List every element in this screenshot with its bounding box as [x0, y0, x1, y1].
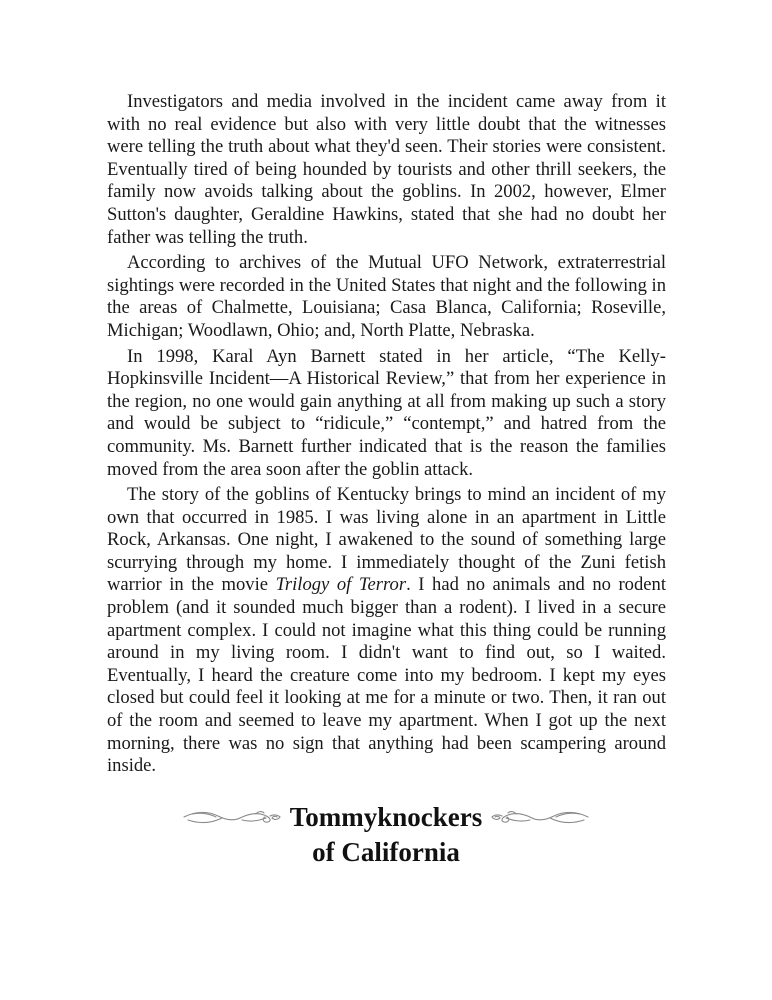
- scroll-flourish-left-icon: [182, 806, 282, 828]
- body-text: [107, 91, 666, 781]
- paragraph-barnett: In 1998, Karal Ayn Barnett stated in her article, “The Kelly-Hopkinsville Incident—A Historical Review,” that from her experience in the region, no one would gain anything at all from making up such a story and would be subject to “ridicule,” “contempt,” and hatred from the community. Ms. Barnett further indicated that is the reason the families moved from the area soon after the goblin attack.: [107, 345, 666, 480]
- paragraph-mufon: According to archives of the Mutual UFO Network, extraterrestrial sightings were recorded in the United States that night and the following in the areas of Chalmette, Louisiana; Casa Blanca, California; Roseville, Michigan; Woodlawn, Ohio; and, North Platte, Nebraska.: [107, 252, 666, 341]
- heading-line-2: of California: [312, 837, 460, 867]
- paragraph-personal-story: [107, 484, 666, 778]
- scroll-flourish-right-icon: [490, 806, 590, 828]
- heading-title-wrap: [290, 800, 483, 835]
- heading-line-1: Tommyknockers: [289, 802, 483, 832]
- movie-title: Trilogy of Terror: [275, 574, 407, 596]
- story-text-start: The story of the goblins of Kentucky brings to mind an incident of my own that occurred in 1985. I was living alone in an apartment in Little Rock, Arkansas. One night, I awakened to the sound of something large scurrying through my home. I immediately thought of the Zuni fetish warrior in the movie: [107, 484, 666, 596]
- section-heading: [0, 800, 772, 870]
- paragraph-investigators: Investigators and media involved in the incident came away from it with no real evidence but also with very little doubt that the witnesses were telling the truth about what they'd seen. Their stories were consistent. Eventually tired of being hounded by tourists and other thrill seekers, the family now avoids talking about the goblins. In 2002, however, Elmer Sutton's daughter, Geraldine Hawkins, stated that she had no doubt her father was telling the truth.: [107, 91, 666, 248]
- story-text-end: . I had no animals and no rodent problem (and it sounded much bigger than a rodent). I lived in a secure apartment complex. I could not imagine what this thing could be running around in my living room. I didn't want to find out, so I waited. Eventually, I heard the creature come into my bedroom. I kept my eyes closed but could feel it looking at me for a minute or two. Then, it ran out of the room and seemed to leave my apartment. When I got up the next morning, there was no sign that anything had been scampering around inside.: [107, 574, 666, 777]
